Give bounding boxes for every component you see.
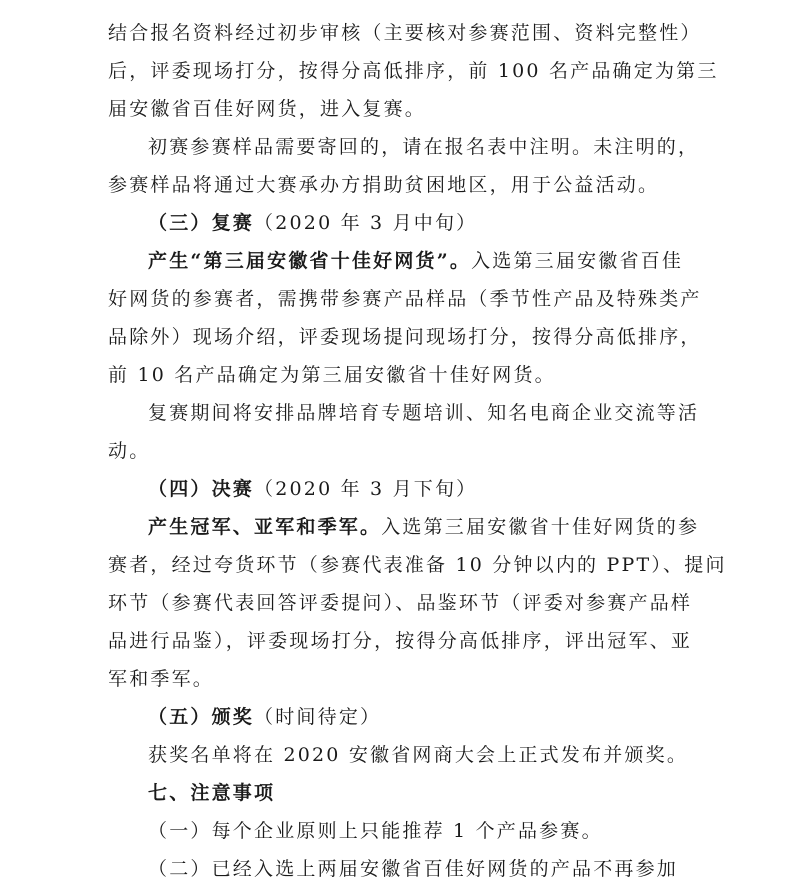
text-line: 届安徽省百佳好网货，进入复赛。 [108, 98, 427, 120]
text-line: 后，评委现场打分，按得分高低排序，前 100 名产品确定为第三 [108, 60, 719, 82]
text-line: 军和季军。 [108, 668, 215, 690]
text-line: 初赛参赛样品需要寄回的，请在报名表中注明。未注明的， [148, 136, 700, 158]
text-line: 产生“第三届安徽省十佳好网货”。入选第三届安徽省百佳 [148, 250, 684, 272]
lead-bold: 产生“第三届安徽省十佳好网货”。 [148, 250, 472, 272]
text-line: 复赛期间将安排品牌培育专题培训、知名电商企业交流等活 [148, 402, 700, 424]
text-line: （二）已经入选上两届安徽省百佳好网货的产品不再参加 [148, 858, 679, 880]
text-line: 好网货的参赛者，需携带参赛产品样品（季节性产品及特殊类产 [108, 288, 702, 310]
text-line: 品进行品鉴），评委现场打分，按得分高低排序，评出冠军、亚 [108, 630, 693, 652]
section-heading-semifinal [148, 211, 786, 235]
section-time: （时间待定） [254, 706, 382, 728]
section-title: （三）复赛 [148, 212, 255, 234]
section-time: （2020 年 3 月中旬） [254, 212, 478, 234]
text-line: 参赛样品将通过大赛承办方捐助贫困地区，用于公益活动。 [108, 174, 660, 196]
section-time: （2020 年 3 月下旬） [254, 478, 478, 500]
section-heading-notes: 七、注意事项 [148, 782, 276, 804]
section-title: （五）颁奖 [148, 706, 255, 728]
text-line: 品除外）现场介绍，评委现场提问现场打分，按得分高低排序， [108, 326, 702, 348]
text-line: （一）每个企业原则上只能推荐 1 个产品参赛。 [148, 820, 603, 842]
lead-bold: 产生冠军、亚军和季军。 [148, 516, 382, 538]
text-line: 产生冠军、亚军和季军。入选第三届安徽省十佳好网货的参 [148, 516, 700, 538]
text-line: 结合报名资料经过初步审核（主要核对参赛范围、资料完整性） [108, 22, 702, 44]
text-line: 前 10 名产品确定为第三届安徽省十佳好网货。 [108, 364, 556, 386]
text-line: 获奖名单将在 2020 安徽省网商大会上正式发布并颁奖。 [148, 744, 689, 766]
text-line: 赛者，经过夸货环节（参赛代表准备 10 分钟以内的 PPT）、提问 [108, 554, 727, 576]
text-line: 动。 [108, 440, 151, 462]
section-heading-award [148, 705, 786, 729]
section-heading-final [148, 477, 786, 501]
section-title: （四）决赛 [148, 478, 255, 500]
text-line: 环节（参赛代表回答评委提问）、品鉴环节（评委对参赛产品样 [108, 592, 693, 614]
